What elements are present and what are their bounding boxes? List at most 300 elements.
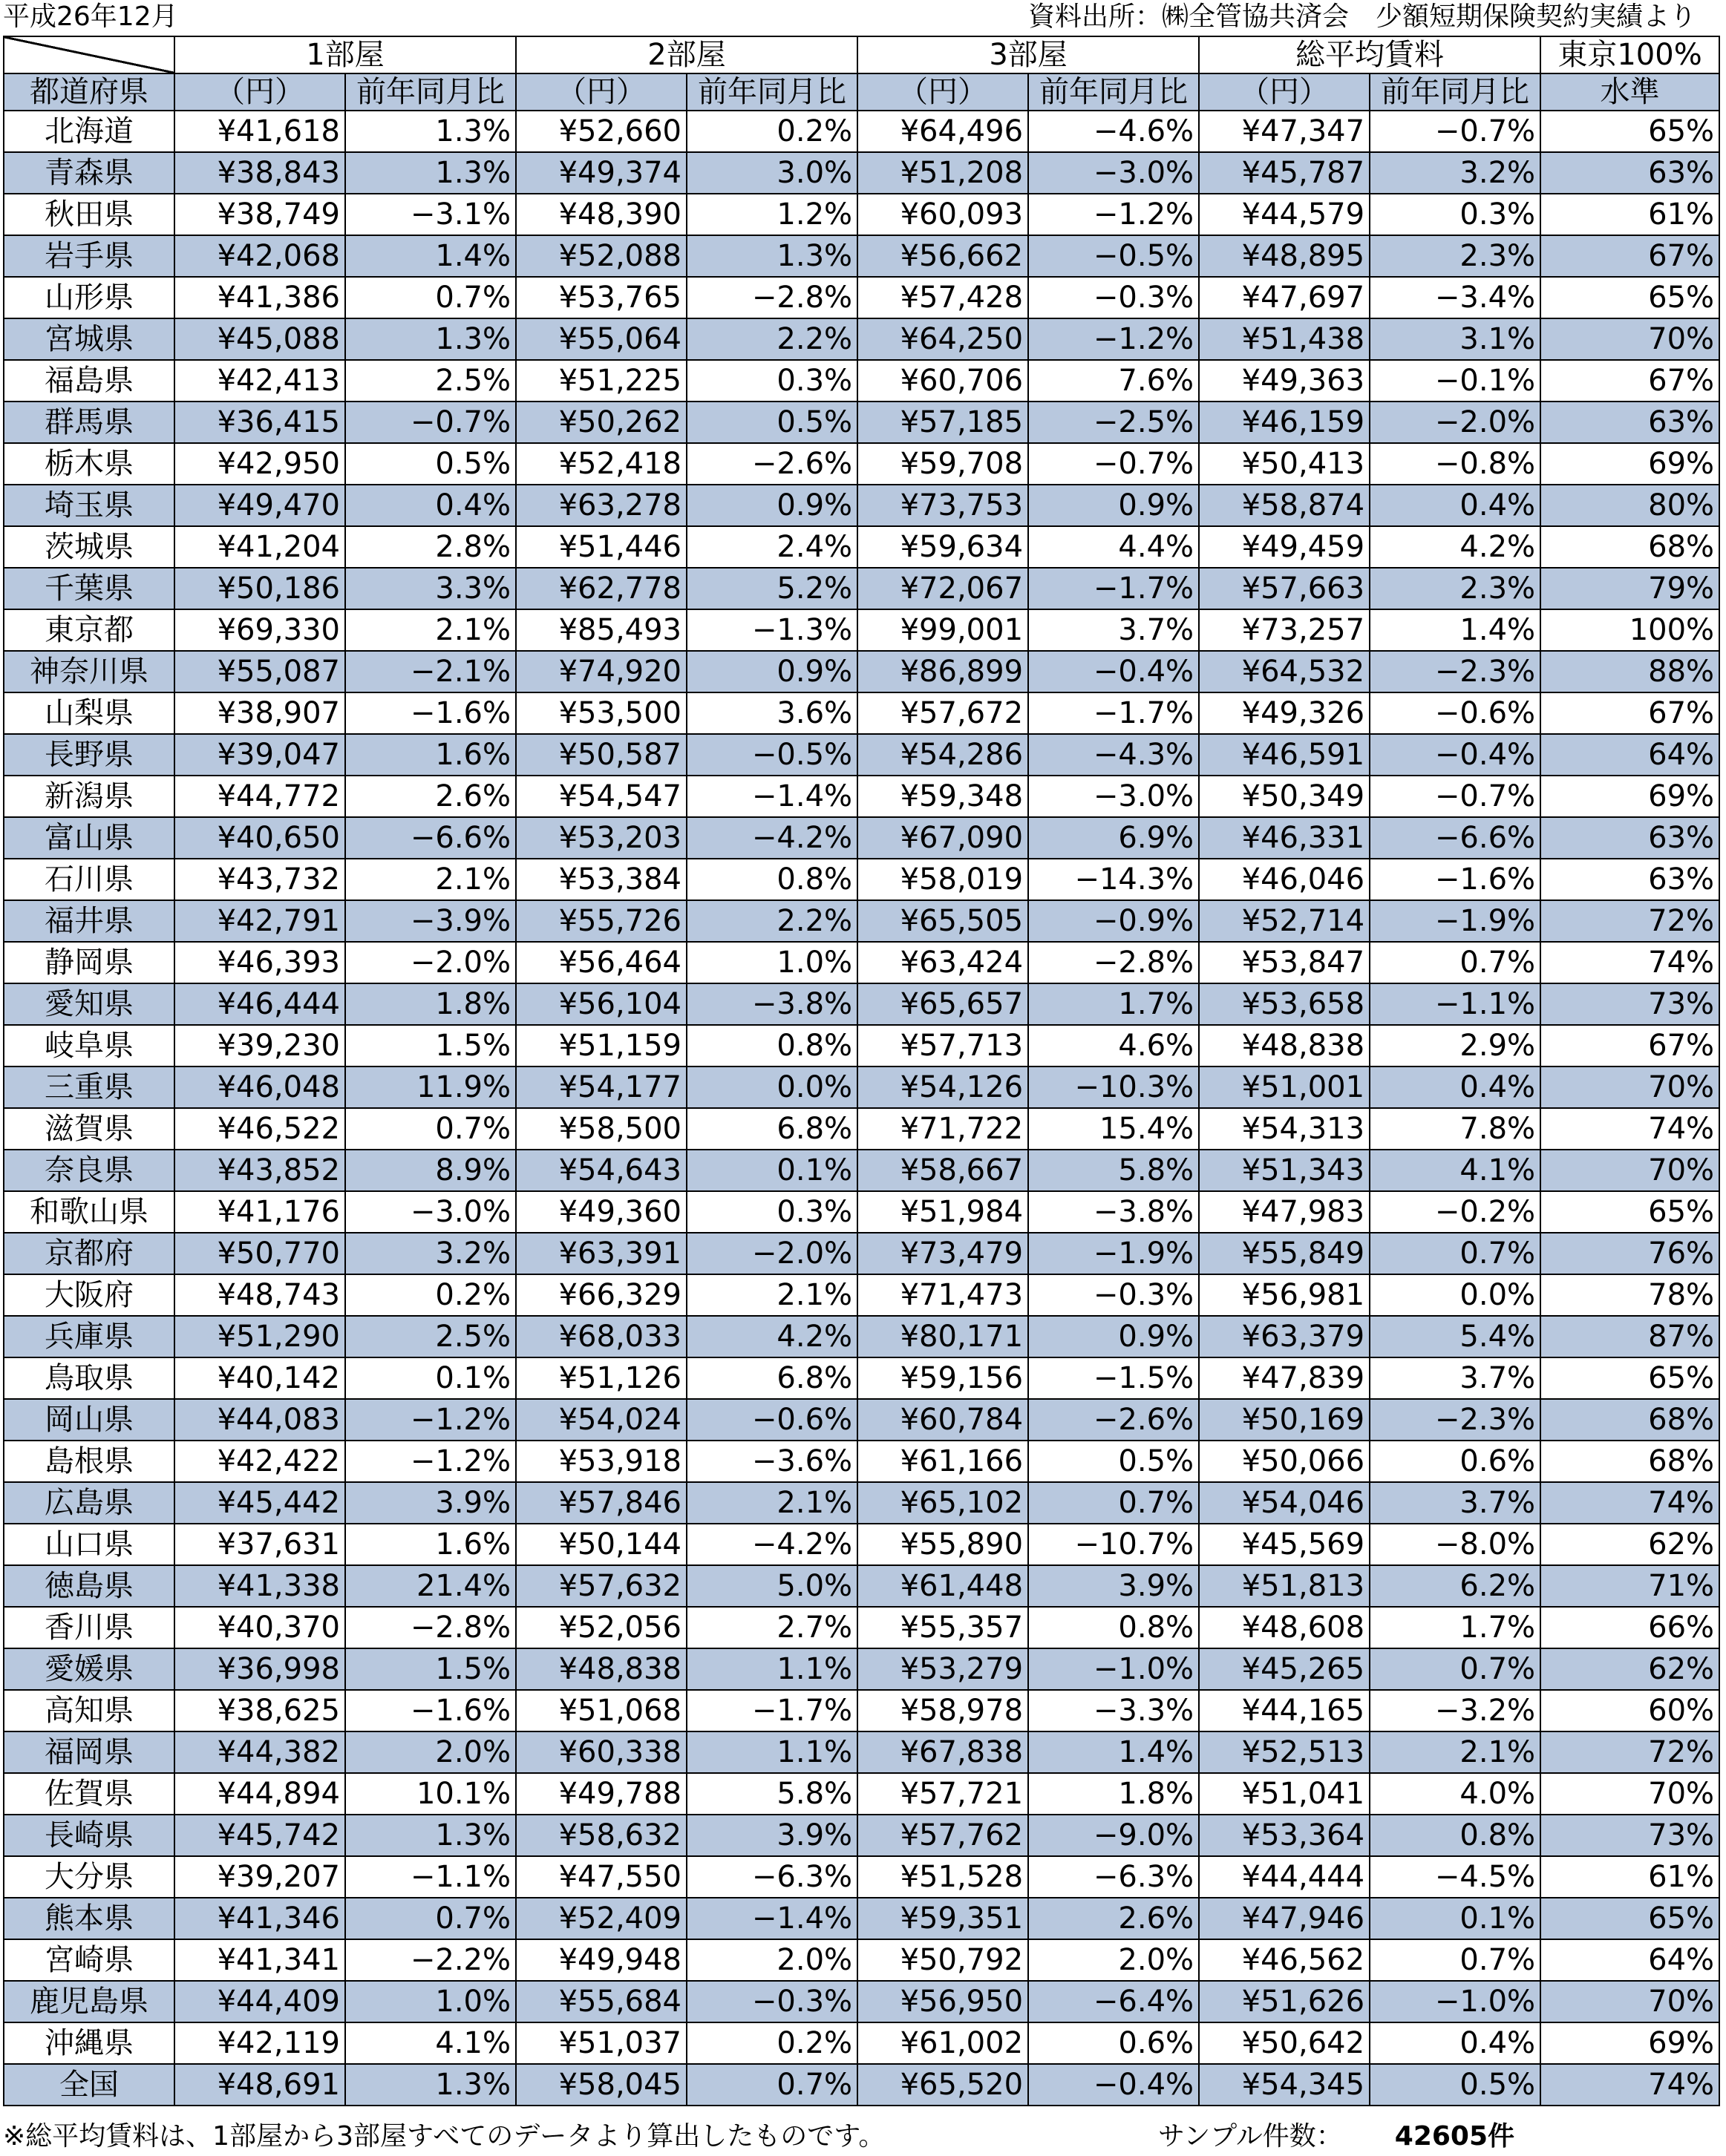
prefecture-cell: 千葉県 xyxy=(4,568,174,609)
value-cell: 2.9% xyxy=(1370,1025,1540,1066)
value-cell: 4.6% xyxy=(1028,1025,1199,1066)
value-cell: ¥55,890 xyxy=(857,1524,1028,1565)
value-cell: 3.9% xyxy=(345,1482,516,1524)
report-date: 平成26年12月 xyxy=(3,1,178,32)
value-cell: ¥58,045 xyxy=(516,2064,687,2106)
value-cell: 0.9% xyxy=(1028,1316,1199,1357)
value-cell: 4.1% xyxy=(345,2022,516,2064)
value-cell: ¥59,156 xyxy=(857,1357,1028,1399)
value-cell: ¥57,632 xyxy=(516,1565,687,1607)
value-cell: ¥59,348 xyxy=(857,776,1028,817)
value-cell: −0.8% xyxy=(1370,443,1540,485)
value-cell: 1.6% xyxy=(345,1524,516,1565)
value-cell: 71% xyxy=(1540,1565,1719,1607)
value-cell: 0.4% xyxy=(1370,2022,1540,2064)
value-cell: ¥61,002 xyxy=(857,2022,1028,2064)
yoy-header-3: 前年同月比 xyxy=(1028,73,1199,111)
value-cell: ¥63,424 xyxy=(857,942,1028,983)
value-cell: ¥44,894 xyxy=(174,1773,345,1815)
value-cell: ¥58,874 xyxy=(1199,485,1370,526)
value-cell: ¥52,409 xyxy=(516,1898,687,1939)
value-cell: 73% xyxy=(1540,983,1719,1025)
value-cell: ¥62,778 xyxy=(516,568,687,609)
value-cell: 62% xyxy=(1540,1648,1719,1690)
prefecture-cell: 宮城県 xyxy=(4,318,174,360)
table-row xyxy=(4,402,1719,443)
value-cell: ¥55,357 xyxy=(857,1607,1028,1648)
value-cell: ¥56,662 xyxy=(857,235,1028,277)
value-cell: ¥73,753 xyxy=(857,485,1028,526)
table-row xyxy=(4,859,1719,900)
value-cell: ¥50,792 xyxy=(857,1939,1028,1981)
value-cell: ¥51,438 xyxy=(1199,318,1370,360)
value-cell: ¥46,522 xyxy=(174,1108,345,1150)
value-cell: −6.4% xyxy=(1028,1981,1199,2022)
value-cell: ¥51,001 xyxy=(1199,1066,1370,1108)
footnote: ※総平均賃料は、1部屋から3部屋すべてのデータより算出したものです。 xyxy=(3,2121,886,2152)
value-cell: ¥49,459 xyxy=(1199,526,1370,568)
value-cell: 63% xyxy=(1540,817,1719,859)
value-cell: 4.2% xyxy=(687,1316,857,1357)
value-cell: ¥41,204 xyxy=(174,526,345,568)
value-cell: 2.6% xyxy=(345,776,516,817)
value-cell: 7.6% xyxy=(1028,360,1199,402)
value-cell: −1.9% xyxy=(1028,1233,1199,1274)
value-cell: −0.7% xyxy=(1370,776,1540,817)
value-cell: −2.6% xyxy=(1028,1399,1199,1441)
value-cell: 69% xyxy=(1540,443,1719,485)
value-cell: 0.8% xyxy=(1370,1815,1540,1856)
value-cell: 0.0% xyxy=(1370,1274,1540,1316)
value-cell: 1.1% xyxy=(687,1648,857,1690)
value-cell: ¥54,547 xyxy=(516,776,687,817)
value-cell: ¥67,838 xyxy=(857,1731,1028,1773)
value-cell: 67% xyxy=(1540,692,1719,734)
value-cell: −3.6% xyxy=(687,1441,857,1482)
value-cell: ¥46,393 xyxy=(174,942,345,983)
value-cell: 70% xyxy=(1540,1066,1719,1108)
value-cell: −2.0% xyxy=(1370,402,1540,443)
value-cell: ¥57,762 xyxy=(857,1815,1028,1856)
value-cell: −3.4% xyxy=(1370,277,1540,318)
value-cell: −3.0% xyxy=(1028,152,1199,194)
table-row xyxy=(4,1524,1719,1565)
value-cell: ¥51,626 xyxy=(1199,1981,1370,2022)
value-cell: −6.6% xyxy=(1370,817,1540,859)
value-cell: ¥65,102 xyxy=(857,1482,1028,1524)
value-cell: ¥44,165 xyxy=(1199,1690,1370,1731)
value-cell: −2.8% xyxy=(1028,942,1199,983)
value-cell: −6.3% xyxy=(687,1856,857,1898)
value-cell: −1.1% xyxy=(1370,983,1540,1025)
value-cell: 3.6% xyxy=(687,692,857,734)
value-cell: ¥51,159 xyxy=(516,1025,687,1066)
value-cell: ¥41,386 xyxy=(174,277,345,318)
value-cell: −2.2% xyxy=(345,1939,516,1981)
value-cell: 1.3% xyxy=(687,235,857,277)
value-cell: ¥65,505 xyxy=(857,900,1028,942)
value-cell: ¥46,331 xyxy=(1199,817,1370,859)
table-row xyxy=(4,900,1719,942)
value-cell: 0.4% xyxy=(345,485,516,526)
table-row xyxy=(4,734,1719,776)
value-cell: 87% xyxy=(1540,1316,1719,1357)
prefecture-cell: 長崎県 xyxy=(4,1815,174,1856)
value-cell: 65% xyxy=(1540,111,1719,152)
value-cell: ¥52,660 xyxy=(516,111,687,152)
value-cell: ¥37,631 xyxy=(174,1524,345,1565)
value-cell: −1.7% xyxy=(687,1690,857,1731)
value-cell: ¥54,643 xyxy=(516,1150,687,1191)
yoy-header-2: 前年同月比 xyxy=(687,73,857,111)
value-cell: ¥42,791 xyxy=(174,900,345,942)
value-cell: ¥63,379 xyxy=(1199,1316,1370,1357)
value-cell: ¥60,338 xyxy=(516,1731,687,1773)
value-cell: 4.1% xyxy=(1370,1150,1540,1191)
table-row xyxy=(4,1607,1719,1648)
value-cell: ¥51,041 xyxy=(1199,1773,1370,1815)
value-cell: ¥39,047 xyxy=(174,734,345,776)
value-cell: 3.1% xyxy=(1370,318,1540,360)
rent-table xyxy=(3,36,1720,2106)
value-cell: ¥63,391 xyxy=(516,1233,687,1274)
value-cell: ¥48,691 xyxy=(174,2064,345,2106)
value-cell: 3.2% xyxy=(345,1233,516,1274)
value-cell: 1.3% xyxy=(345,111,516,152)
value-cell: 0.2% xyxy=(345,1274,516,1316)
value-cell: ¥53,658 xyxy=(1199,983,1370,1025)
value-cell: 5.2% xyxy=(687,568,857,609)
table-row xyxy=(4,651,1719,692)
value-cell: ¥52,513 xyxy=(1199,1731,1370,1773)
value-cell: ¥46,046 xyxy=(1199,859,1370,900)
value-cell: 6.2% xyxy=(1370,1565,1540,1607)
prefecture-cell: 山形県 xyxy=(4,277,174,318)
value-cell: ¥38,625 xyxy=(174,1690,345,1731)
value-cell: ¥67,090 xyxy=(857,817,1028,859)
value-cell: ¥51,343 xyxy=(1199,1150,1370,1191)
value-cell: ¥72,067 xyxy=(857,568,1028,609)
value-cell: ¥56,104 xyxy=(516,983,687,1025)
value-cell: ¥59,351 xyxy=(857,1898,1028,1939)
prefecture-cell: 宮崎県 xyxy=(4,1939,174,1981)
table-row xyxy=(4,1565,1719,1607)
value-cell: ¥51,446 xyxy=(516,526,687,568)
value-cell: 70% xyxy=(1540,1773,1719,1815)
value-cell: ¥41,618 xyxy=(174,111,345,152)
value-cell: ¥42,422 xyxy=(174,1441,345,1482)
prefecture-cell: 富山県 xyxy=(4,817,174,859)
value-cell: 0.5% xyxy=(687,402,857,443)
value-cell: 1.4% xyxy=(1370,609,1540,651)
value-cell: 0.6% xyxy=(1028,2022,1199,2064)
value-cell: 63% xyxy=(1540,402,1719,443)
prefecture-cell: 愛媛県 xyxy=(4,1648,174,1690)
value-cell: 1.3% xyxy=(345,1815,516,1856)
value-cell: ¥44,579 xyxy=(1199,194,1370,235)
value-cell: 70% xyxy=(1540,1150,1719,1191)
table-row xyxy=(4,609,1719,651)
value-cell: −3.1% xyxy=(345,194,516,235)
value-cell: ¥56,464 xyxy=(516,942,687,983)
value-cell: 78% xyxy=(1540,1274,1719,1316)
value-cell: 80% xyxy=(1540,485,1719,526)
value-cell: −2.5% xyxy=(1028,402,1199,443)
value-cell: ¥51,126 xyxy=(516,1357,687,1399)
value-cell: ¥52,714 xyxy=(1199,900,1370,942)
value-cell: 3.9% xyxy=(687,1815,857,1856)
value-cell: ¥58,632 xyxy=(516,1815,687,1856)
value-cell: ¥69,330 xyxy=(174,609,345,651)
table-row xyxy=(4,1108,1719,1150)
sample-value: 42605件 xyxy=(1394,2121,1515,2152)
prefecture-cell: 岐阜県 xyxy=(4,1025,174,1066)
value-cell: ¥86,899 xyxy=(857,651,1028,692)
prefecture-cell: 静岡県 xyxy=(4,942,174,983)
value-cell: ¥40,142 xyxy=(174,1357,345,1399)
pref-header: 都道府県 xyxy=(4,73,174,111)
value-cell: −0.1% xyxy=(1370,360,1540,402)
value-cell: ¥54,126 xyxy=(857,1066,1028,1108)
value-cell: 2.1% xyxy=(687,1274,857,1316)
prefecture-cell: 群馬県 xyxy=(4,402,174,443)
value-cell: 61% xyxy=(1540,1856,1719,1898)
value-cell: ¥56,950 xyxy=(857,1981,1028,2022)
value-cell: 2.5% xyxy=(345,360,516,402)
value-cell: ¥65,520 xyxy=(857,2064,1028,2106)
value-cell: 4.4% xyxy=(1028,526,1199,568)
value-cell: ¥44,444 xyxy=(1199,1856,1370,1898)
value-cell: 8.9% xyxy=(345,1150,516,1191)
value-cell: 2.0% xyxy=(1028,1939,1199,1981)
value-cell: 70% xyxy=(1540,1981,1719,2022)
table-row xyxy=(4,942,1719,983)
value-cell: ¥44,083 xyxy=(174,1399,345,1441)
value-cell: 0.7% xyxy=(1370,1939,1540,1981)
value-cell: ¥59,634 xyxy=(857,526,1028,568)
value-cell: 0.2% xyxy=(687,2022,857,2064)
table-body xyxy=(4,111,1719,2106)
value-cell: ¥38,749 xyxy=(174,194,345,235)
value-cell: ¥38,843 xyxy=(174,152,345,194)
value-cell: 0.4% xyxy=(1370,1066,1540,1108)
prefecture-cell: 秋田県 xyxy=(4,194,174,235)
value-cell: ¥53,364 xyxy=(1199,1815,1370,1856)
value-cell: −1.4% xyxy=(687,1898,857,1939)
value-cell: ¥49,948 xyxy=(516,1939,687,1981)
value-cell: 0.6% xyxy=(1370,1441,1540,1482)
value-cell: ¥50,587 xyxy=(516,734,687,776)
value-cell: −0.4% xyxy=(1370,734,1540,776)
value-cell: ¥74,920 xyxy=(516,651,687,692)
value-cell: ¥46,562 xyxy=(1199,1939,1370,1981)
value-cell: 1.7% xyxy=(1370,1607,1540,1648)
value-cell: 2.3% xyxy=(1370,235,1540,277)
table-row xyxy=(4,1648,1719,1690)
value-cell: 5.4% xyxy=(1370,1316,1540,1357)
table-row xyxy=(4,485,1719,526)
value-cell: ¥54,313 xyxy=(1199,1108,1370,1150)
value-cell: 0.1% xyxy=(1370,1898,1540,1939)
table-row xyxy=(4,1066,1719,1108)
value-cell: ¥61,448 xyxy=(857,1565,1028,1607)
value-cell: 62% xyxy=(1540,1524,1719,1565)
value-cell: ¥59,708 xyxy=(857,443,1028,485)
value-cell: 65% xyxy=(1540,1191,1719,1233)
value-cell: ¥50,770 xyxy=(174,1233,345,1274)
value-cell: ¥41,341 xyxy=(174,1939,345,1981)
value-cell: ¥51,225 xyxy=(516,360,687,402)
value-cell: −1.6% xyxy=(345,692,516,734)
prefecture-cell: 青森県 xyxy=(4,152,174,194)
prefecture-cell: 長野県 xyxy=(4,734,174,776)
value-cell: 10.1% xyxy=(345,1773,516,1815)
value-cell: 2.2% xyxy=(687,900,857,942)
data-source: 資料出所：㈱全管協共済会 少額短期保険契約実績より xyxy=(1027,1,1696,32)
prefecture-cell: 全国 xyxy=(4,2064,174,2106)
value-cell: 63% xyxy=(1540,859,1719,900)
value-cell: 74% xyxy=(1540,1108,1719,1150)
value-cell: ¥64,532 xyxy=(1199,651,1370,692)
value-cell: 1.3% xyxy=(345,152,516,194)
value-cell: 2.4% xyxy=(687,526,857,568)
value-cell: −1.4% xyxy=(687,776,857,817)
value-cell: 1.4% xyxy=(1028,1731,1199,1773)
table-row xyxy=(4,235,1719,277)
table-row xyxy=(4,1898,1719,1939)
yoy-header-avg: 前年同月比 xyxy=(1370,73,1540,111)
value-cell: 65% xyxy=(1540,277,1719,318)
yen-header-2: （円） xyxy=(516,73,687,111)
value-cell: 0.7% xyxy=(1028,1482,1199,1524)
value-cell: ¥57,672 xyxy=(857,692,1028,734)
value-cell: 3.7% xyxy=(1370,1357,1540,1399)
prefecture-cell: 神奈川県 xyxy=(4,651,174,692)
value-cell: −0.9% xyxy=(1028,900,1199,942)
value-cell: −3.2% xyxy=(1370,1690,1540,1731)
value-cell: 74% xyxy=(1540,2064,1719,2106)
value-cell: −3.8% xyxy=(687,983,857,1025)
value-cell: 2.8% xyxy=(345,526,516,568)
value-cell: 1.1% xyxy=(687,1731,857,1773)
prefecture-cell: 沖縄県 xyxy=(4,2022,174,2064)
table-row xyxy=(4,2022,1719,2064)
table-row xyxy=(4,111,1719,152)
table-row xyxy=(4,1399,1719,1441)
value-cell: 2.1% xyxy=(345,859,516,900)
table-row xyxy=(4,526,1719,568)
table-row xyxy=(4,1690,1719,1731)
value-cell: ¥48,838 xyxy=(1199,1025,1370,1066)
value-cell: 2.0% xyxy=(345,1731,516,1773)
table-row xyxy=(4,1150,1719,1191)
value-cell: ¥43,732 xyxy=(174,859,345,900)
value-cell: −1.5% xyxy=(1028,1357,1199,1399)
table-row xyxy=(4,1191,1719,1233)
prefecture-cell: 石川県 xyxy=(4,859,174,900)
value-cell: ¥53,279 xyxy=(857,1648,1028,1690)
value-cell: 0.5% xyxy=(345,443,516,485)
value-cell: 66% xyxy=(1540,1607,1719,1648)
prefecture-cell: 佐賀県 xyxy=(4,1773,174,1815)
value-cell: 1.5% xyxy=(345,1648,516,1690)
value-cell: ¥52,056 xyxy=(516,1607,687,1648)
value-cell: 67% xyxy=(1540,1025,1719,1066)
value-cell: 2.2% xyxy=(687,318,857,360)
value-cell: 3.9% xyxy=(1028,1565,1199,1607)
prefecture-cell: 大阪府 xyxy=(4,1274,174,1316)
table-row xyxy=(4,1731,1719,1773)
value-cell: ¥80,171 xyxy=(857,1316,1028,1357)
value-cell: 69% xyxy=(1540,2022,1719,2064)
table-row xyxy=(4,817,1719,859)
value-cell: ¥66,329 xyxy=(516,1274,687,1316)
table-row xyxy=(4,776,1719,817)
sample-count xyxy=(1158,2119,1514,2155)
value-cell: 0.8% xyxy=(687,859,857,900)
table-row xyxy=(4,1856,1719,1898)
value-cell: 1.8% xyxy=(345,983,516,1025)
value-cell: ¥42,068 xyxy=(174,235,345,277)
value-cell: ¥73,257 xyxy=(1199,609,1370,651)
value-cell: ¥54,177 xyxy=(516,1066,687,1108)
value-cell: ¥49,360 xyxy=(516,1191,687,1233)
value-cell: 1.3% xyxy=(345,2064,516,2106)
value-cell: 72% xyxy=(1540,1731,1719,1773)
value-cell: ¥54,345 xyxy=(1199,2064,1370,2106)
value-cell: −3.0% xyxy=(345,1191,516,1233)
value-cell: ¥44,772 xyxy=(174,776,345,817)
prefecture-cell: 栃木県 xyxy=(4,443,174,485)
value-cell: 61% xyxy=(1540,194,1719,235)
value-cell: ¥60,706 xyxy=(857,360,1028,402)
value-cell: ¥51,068 xyxy=(516,1690,687,1731)
value-cell: ¥55,684 xyxy=(516,1981,687,2022)
value-cell: 0.8% xyxy=(687,1025,857,1066)
value-cell: 65% xyxy=(1540,1357,1719,1399)
prefecture-cell: 島根県 xyxy=(4,1441,174,1482)
value-cell: ¥47,946 xyxy=(1199,1898,1370,1939)
value-cell: ¥65,657 xyxy=(857,983,1028,1025)
value-cell: ¥47,697 xyxy=(1199,277,1370,318)
value-cell: −4.2% xyxy=(687,817,857,859)
value-cell: ¥55,087 xyxy=(174,651,345,692)
value-cell: 0.3% xyxy=(687,360,857,402)
value-cell: 0.5% xyxy=(1028,1441,1199,1482)
prefecture-cell: 滋賀県 xyxy=(4,1108,174,1150)
value-cell: 0.7% xyxy=(345,277,516,318)
prefecture-cell: 山口県 xyxy=(4,1524,174,1565)
value-cell: ¥53,847 xyxy=(1199,942,1370,983)
value-cell: 1.7% xyxy=(1028,983,1199,1025)
group-average-rent: 総平均賃料 xyxy=(1199,36,1540,73)
value-cell: 7.8% xyxy=(1370,1108,1540,1150)
table-row xyxy=(4,360,1719,402)
value-cell: ¥47,347 xyxy=(1199,111,1370,152)
value-cell: 65% xyxy=(1540,1898,1719,1939)
value-cell: −3.8% xyxy=(1028,1191,1199,1233)
value-cell: 0.2% xyxy=(687,111,857,152)
value-cell: ¥49,470 xyxy=(174,485,345,526)
value-cell: ¥44,409 xyxy=(174,1981,345,2022)
value-cell: 0.7% xyxy=(687,2064,857,2106)
value-cell: ¥54,024 xyxy=(516,1399,687,1441)
value-cell: 4.2% xyxy=(1370,526,1540,568)
prefecture-cell: 東京都 xyxy=(4,609,174,651)
value-cell: −4.5% xyxy=(1370,1856,1540,1898)
table-row xyxy=(4,1939,1719,1981)
table-row xyxy=(4,983,1719,1025)
